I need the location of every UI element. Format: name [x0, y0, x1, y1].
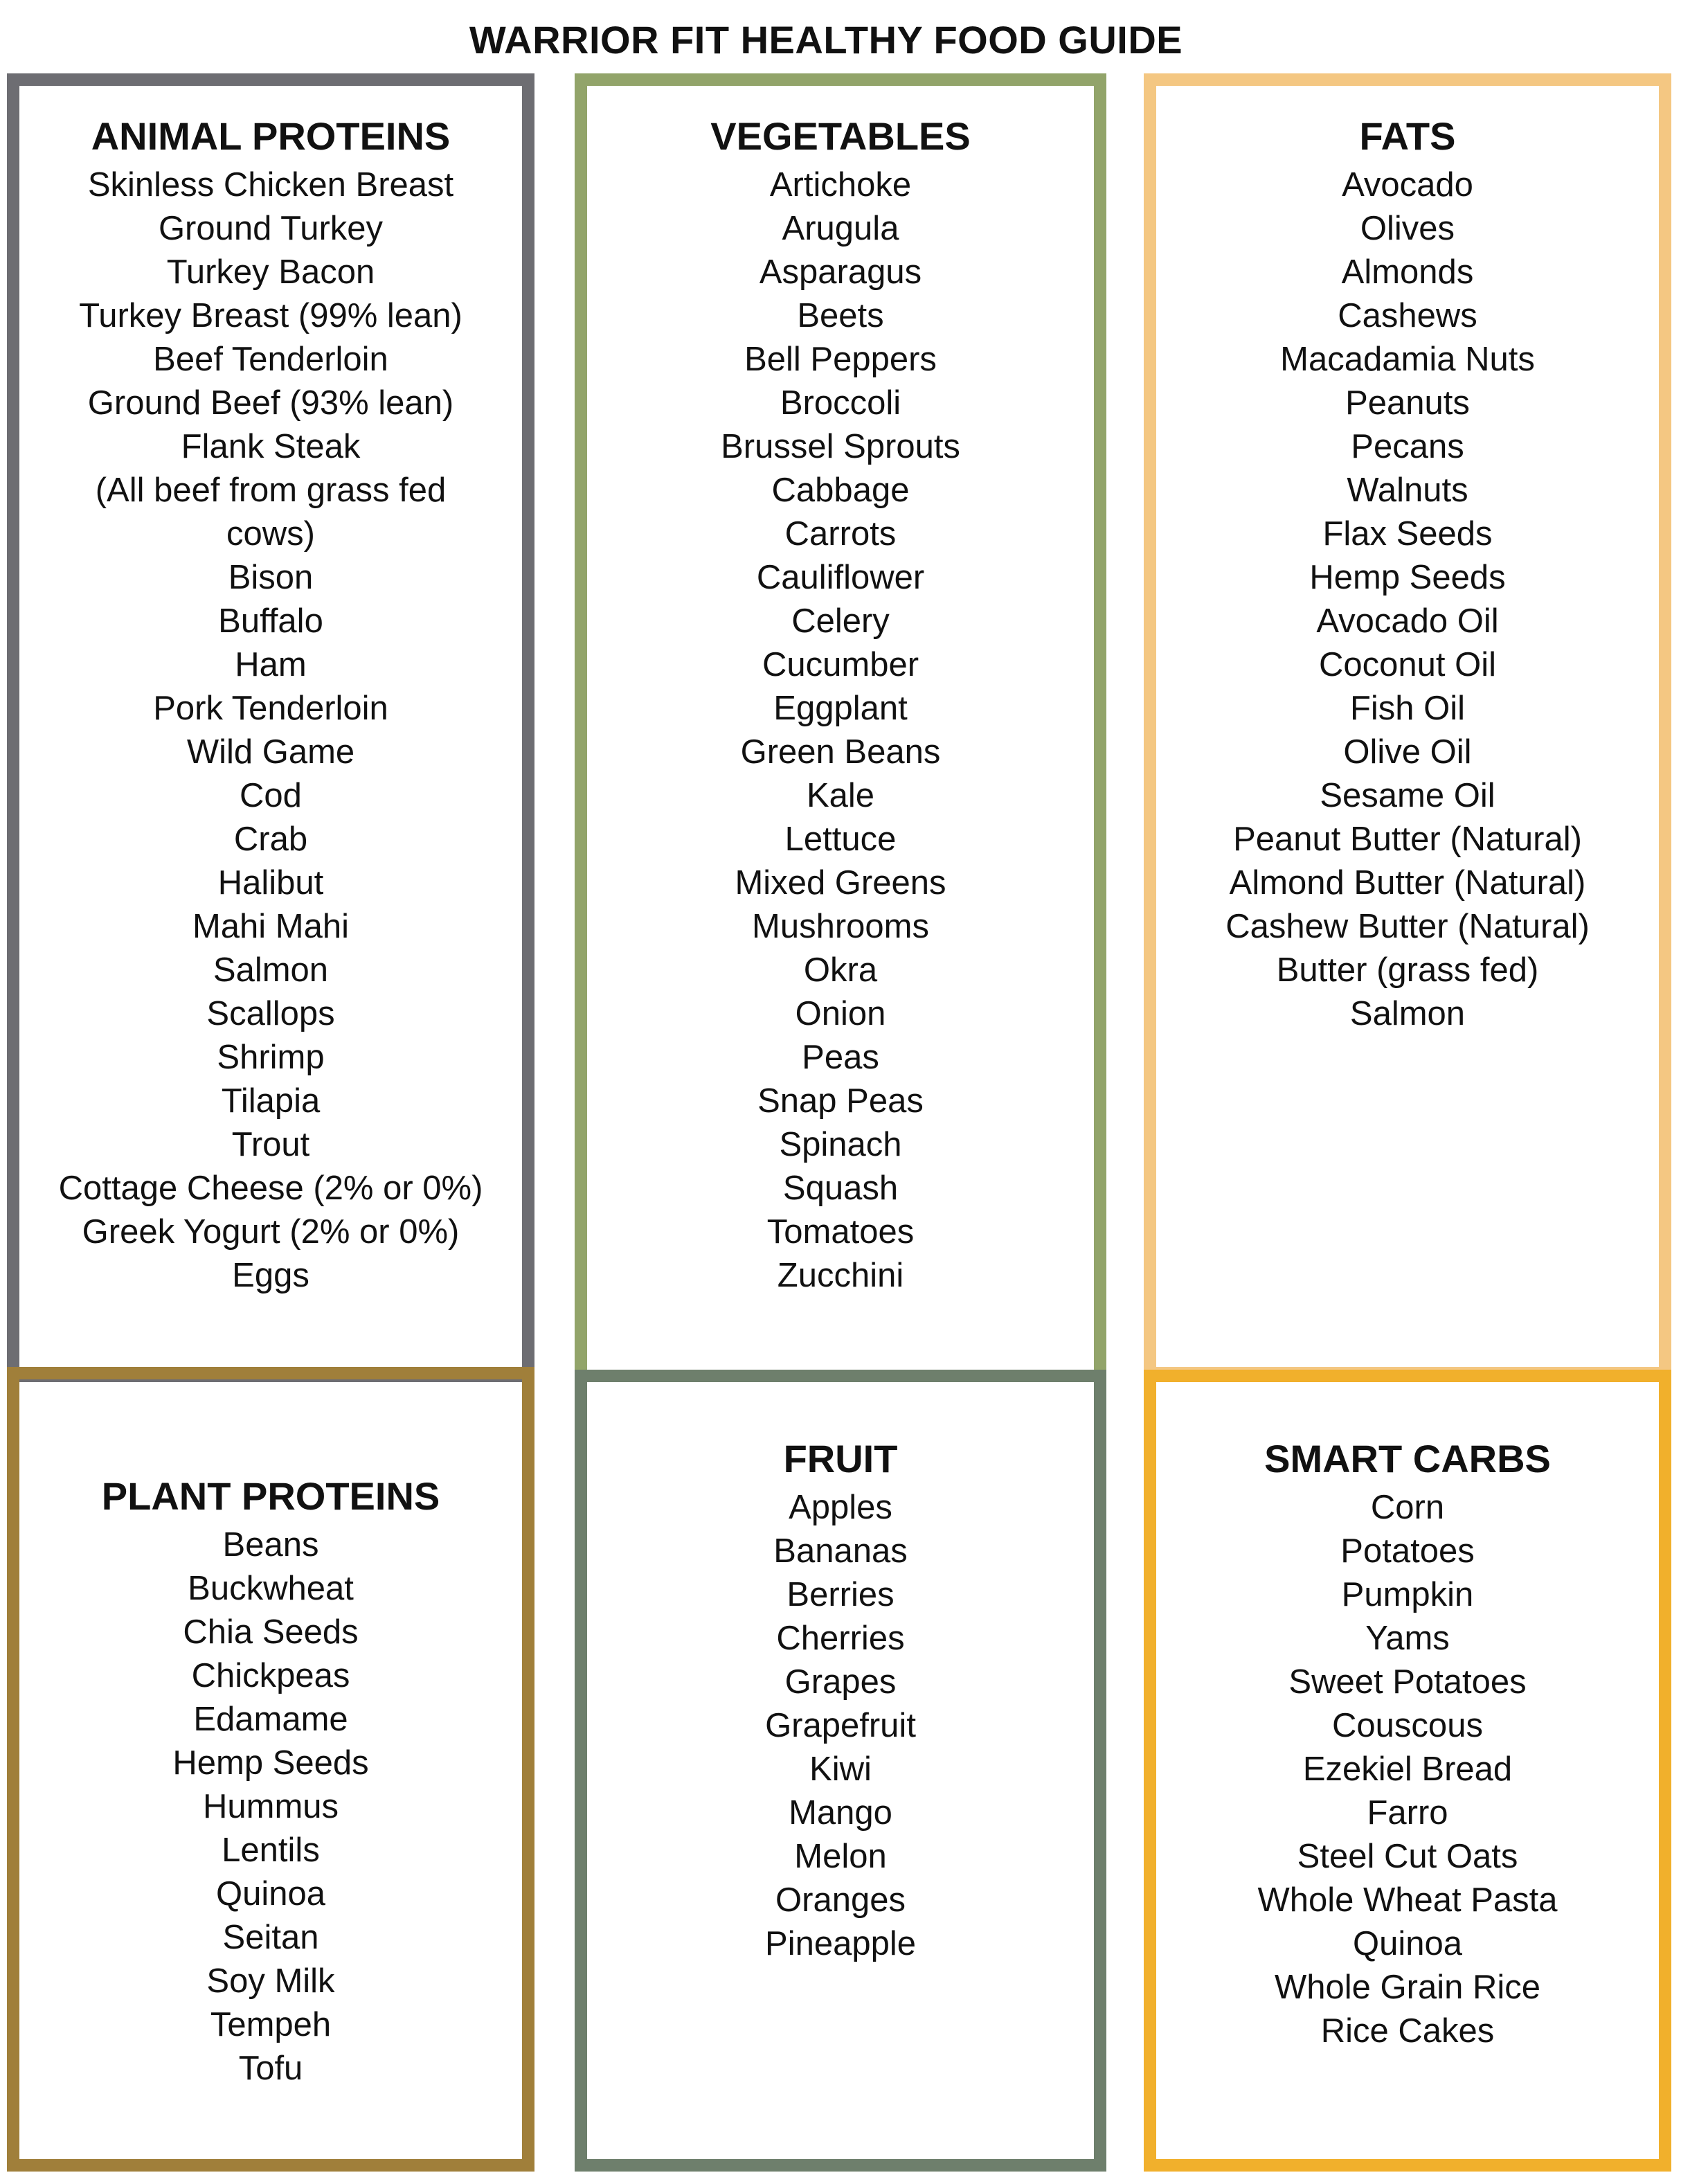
section-title: SMART CARBS [1264, 1437, 1551, 1480]
list-item: Green Beans [740, 733, 941, 771]
list-item: Artichoke [769, 166, 912, 204]
food-list [1156, 1486, 1659, 2053]
list-item: Squash [782, 1170, 899, 1207]
list-item: Brussel Sprouts [721, 428, 960, 465]
list-item: Oranges [775, 1881, 906, 1919]
list-item: Lettuce [784, 821, 897, 858]
list-item: Cod [240, 777, 302, 814]
list-item: Olive Oil [1343, 733, 1472, 771]
list-item: Cashews [1338, 297, 1477, 334]
vegetables-box [575, 73, 1106, 1382]
food-list [19, 163, 522, 1298]
list-item: Flank Steak [181, 428, 361, 465]
food-list [587, 1486, 1094, 1966]
list-item: Hummus [202, 1788, 339, 1825]
list-item: Peanuts [1345, 384, 1470, 422]
list-item: Greek Yogurt (2% or 0%) [82, 1213, 460, 1251]
list-item: Snap Peas [757, 1082, 924, 1120]
list-item: Quinoa [1352, 1925, 1462, 1962]
list-item: Coconut Oil [1318, 646, 1496, 683]
list-item: Grapes [784, 1663, 897, 1701]
list-item: Chia Seeds [183, 1613, 359, 1651]
list-item: Whole Wheat Pasta [1257, 1881, 1558, 1919]
list-item: Onion [795, 995, 886, 1032]
list-item: Buckwheat [188, 1570, 354, 1607]
list-item: Celery [791, 602, 890, 640]
fruit-box [575, 1370, 1106, 2172]
food-list [19, 1523, 522, 2091]
list-item: Zucchini [777, 1257, 904, 1294]
list-item: Yams [1365, 1620, 1450, 1657]
list-item: Kiwi [809, 1751, 872, 1788]
list-item: Pork Tenderloin [153, 690, 388, 727]
list-item: Salmon [1349, 995, 1466, 1032]
list-item: Avocado Oil [1316, 602, 1499, 640]
section-title: VEGETABLES [710, 114, 971, 158]
list-item: (All beef from grass fed cows) [95, 472, 447, 553]
list-item: Lentils [222, 1832, 320, 1869]
list-item: Quinoa [215, 1875, 325, 1913]
list-item: Walnuts [1347, 472, 1468, 509]
list-item: Ground Beef (93% lean) [87, 384, 454, 422]
list-item: Hemp Seeds [1309, 559, 1506, 596]
list-item: Crab [233, 821, 308, 858]
list-item: Eggplant [773, 690, 908, 727]
list-item: Skinless Chicken Breast [87, 166, 454, 204]
list-item: Pumpkin [1341, 1576, 1474, 1613]
smart-carbs-box [1144, 1370, 1671, 2172]
list-item: Shrimp [217, 1039, 325, 1076]
list-item: Trout [231, 1126, 310, 1163]
list-item: Hemp Seeds [172, 1744, 369, 1782]
list-item: Bananas [773, 1532, 908, 1570]
list-item: Halibut [217, 864, 324, 902]
list-item: Pineapple [765, 1925, 916, 1962]
fats-box [1144, 73, 1671, 1379]
list-item: Ham [235, 646, 307, 683]
section-title: PLANT PROTEINS [101, 1474, 440, 1518]
list-item: Cottage Cheese (2% or 0%) [58, 1170, 483, 1207]
list-item: Eggs [232, 1257, 309, 1294]
list-item: Avocado [1342, 166, 1473, 204]
list-item: Peanut Butter (Natural) [1233, 821, 1582, 858]
list-item: Cashew Butter (Natural) [1225, 908, 1590, 945]
list-item: Arugula [782, 210, 899, 247]
list-item: Pecans [1351, 428, 1464, 465]
list-item: Melon [794, 1838, 887, 1875]
list-item: Broccoli [780, 384, 901, 422]
list-item: Edamame [193, 1701, 348, 1738]
section-title: ANIMAL PROTEINS [91, 114, 451, 158]
list-item: Asparagus [759, 253, 922, 291]
list-item: Potatoes [1340, 1532, 1475, 1570]
list-item: Chickpeas [191, 1657, 350, 1694]
list-item: Butter (grass fed) [1276, 951, 1539, 989]
list-item: Mushrooms [752, 908, 929, 945]
list-item: Ezekiel Bread [1302, 1751, 1513, 1788]
list-item: Okra [803, 951, 878, 989]
list-item: Tempeh [210, 2006, 332, 2043]
list-item: Fish Oil [1349, 690, 1466, 727]
list-item: Turkey Bacon [166, 253, 375, 291]
list-item: Mahi Mahi [192, 908, 350, 945]
list-item: Steel Cut Oats [1297, 1838, 1518, 1875]
list-item: Soy Milk [206, 1962, 335, 2000]
list-item: Corn [1370, 1489, 1445, 1526]
list-item: Tomatoes [766, 1213, 915, 1251]
list-item: Turkey Breast (99% lean) [79, 297, 462, 334]
list-item: Carrots [784, 515, 897, 553]
list-item: Olives [1360, 210, 1455, 247]
plant-proteins-box [7, 1367, 534, 2172]
list-item: Berries [786, 1576, 895, 1613]
food-list [1156, 163, 1659, 1036]
list-item: Flax Seeds [1322, 515, 1493, 553]
list-item: Spinach [779, 1126, 902, 1163]
list-item: Almonds [1341, 253, 1474, 291]
list-item: Tofu [238, 2050, 303, 2087]
list-item: Apples [789, 1489, 892, 1526]
list-item: Salmon [213, 951, 329, 989]
list-item: Peas [802, 1039, 879, 1076]
list-item: Grapefruit [765, 1707, 916, 1744]
food-list [587, 163, 1094, 1298]
list-item: Beans [222, 1526, 319, 1564]
list-item: Rice Cakes [1320, 2012, 1495, 2050]
list-item: Kale [806, 777, 875, 814]
list-item: Bell Peppers [744, 341, 937, 378]
animal-proteins-box [7, 73, 534, 1382]
list-item: Buffalo [218, 602, 323, 640]
list-item: Tilapia [221, 1082, 321, 1120]
list-item: Mango [789, 1794, 892, 1832]
list-item: Whole Grain Rice [1275, 1969, 1540, 2006]
list-item: Beets [797, 297, 884, 334]
list-item: Cauliflower [756, 559, 925, 596]
list-item: Sesame Oil [1320, 777, 1495, 814]
list-item: Couscous [1332, 1707, 1483, 1744]
list-item: Scallops [206, 995, 335, 1032]
list-item: Mixed Greens [735, 864, 946, 902]
list-item: Seitan [222, 1919, 319, 1956]
list-item: Almond Butter (Natural) [1229, 864, 1586, 902]
list-item: Wild Game [186, 733, 355, 771]
list-item: Ground Turkey [158, 210, 384, 247]
list-item: Farro [1367, 1794, 1448, 1832]
list-item: Bison [228, 559, 314, 596]
page-title: WARRIOR FIT HEALTHY FOOD GUIDE [469, 18, 1183, 62]
section-title: FATS [1359, 114, 1456, 158]
list-item: Sweet Potatoes [1288, 1663, 1527, 1701]
list-item: Cucumber [762, 646, 919, 683]
list-item: Cherries [776, 1620, 905, 1657]
list-item: Cabbage [771, 472, 910, 509]
list-item: Macadamia Nuts [1280, 341, 1535, 378]
list-item: Beef Tenderloin [153, 341, 388, 378]
section-title: FRUIT [783, 1437, 898, 1480]
